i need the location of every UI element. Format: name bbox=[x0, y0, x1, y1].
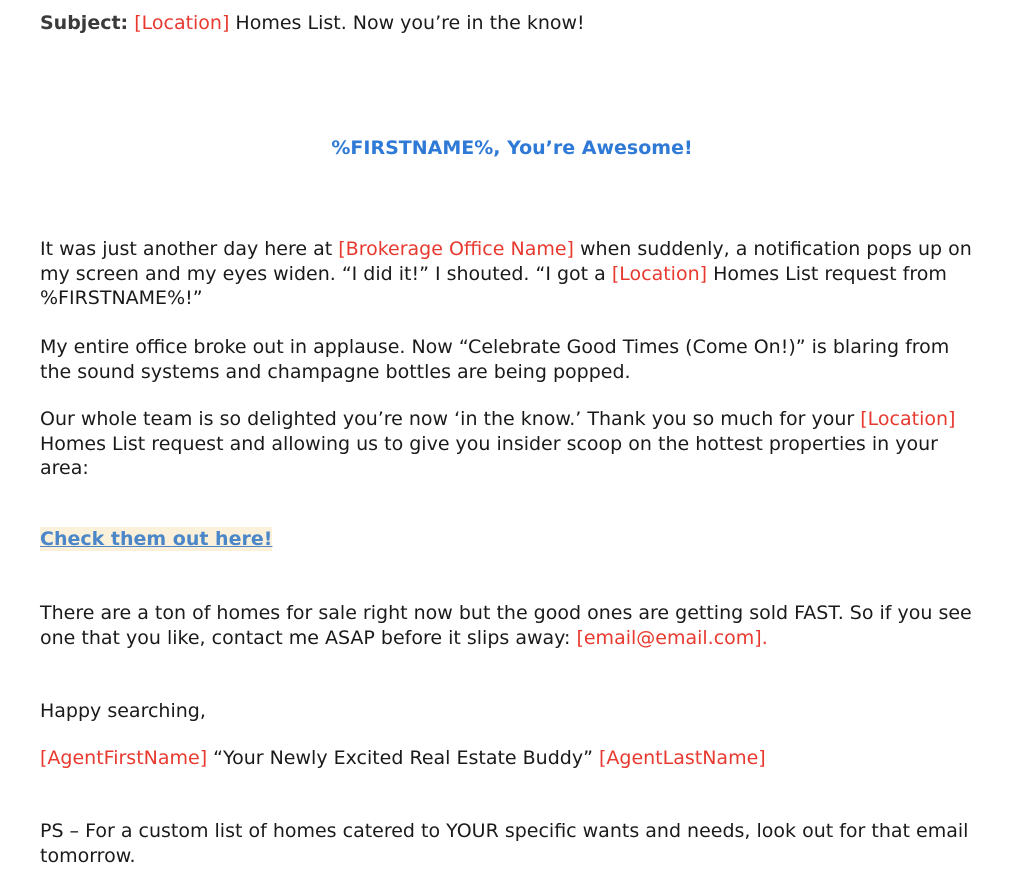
closing-line: Happy searching, bbox=[40, 700, 206, 722]
intro-text-3: Homes List request from %FIRSTNAME%!” bbox=[40, 262, 947, 309]
email-headline: %FIRSTNAME%, You’re Awesome! bbox=[331, 137, 693, 159]
intro-text-2: when suddenly, a notification pops up on my screen and my eyes widen. “I did it!” I shouted. “I got a bbox=[40, 238, 972, 285]
thanks-text-1: Our whole team is so delighted you’re now ‘in the know.’ Thank you so much for your bbox=[40, 408, 861, 430]
agent-last-name-placeholder: [AgentLastName] bbox=[598, 747, 766, 769]
subject-label: Subject: bbox=[40, 12, 129, 34]
intro-paragraph bbox=[40, 237, 974, 311]
contact-text: There are a ton of homes for sale right now but the good ones are getting sold FAST. So if you see one that you like, contact me ASAP before it slips away: bbox=[40, 602, 972, 649]
email-placeholder: [email@email.com]. bbox=[576, 626, 768, 649]
thanks-text-2: Homes List request and allowing us to give you insider scoop on the hottest properties in your area: bbox=[40, 432, 938, 479]
signature-line bbox=[40, 746, 974, 771]
subject-text: Homes List. Now you’re in the know! bbox=[229, 12, 585, 34]
subject-location-placeholder: [Location] bbox=[134, 12, 230, 34]
intro-text-1: It was just another day here at bbox=[40, 238, 339, 260]
intro-location-placeholder: [Location] bbox=[611, 262, 708, 285]
brokerage-placeholder: [Brokerage Office Name] bbox=[338, 238, 574, 260]
signature-nickname: “Your Newly Excited Real Estate Buddy” bbox=[207, 747, 599, 769]
agent-first-name-placeholder: [AgentFirstName] bbox=[40, 747, 208, 769]
applause-paragraph: My entire office broke out in applause. Now “Celebrate Good Times (Come On!)” is blaring from the sound systems and champagne bottles are being popped. bbox=[40, 336, 950, 383]
thanks-location-placeholder: [Location] bbox=[860, 408, 956, 430]
ps-paragraph: PS – For a custom list of homes catered to YOUR specific wants and needs, look out for that email tomorrow. bbox=[40, 820, 969, 867]
email-subject-line bbox=[40, 11, 974, 36]
cta-container bbox=[40, 527, 974, 552]
check-them-out-link[interactable]: Check them out here! bbox=[40, 528, 273, 550]
thanks-paragraph bbox=[40, 407, 974, 481]
contact-paragraph bbox=[40, 601, 974, 650]
